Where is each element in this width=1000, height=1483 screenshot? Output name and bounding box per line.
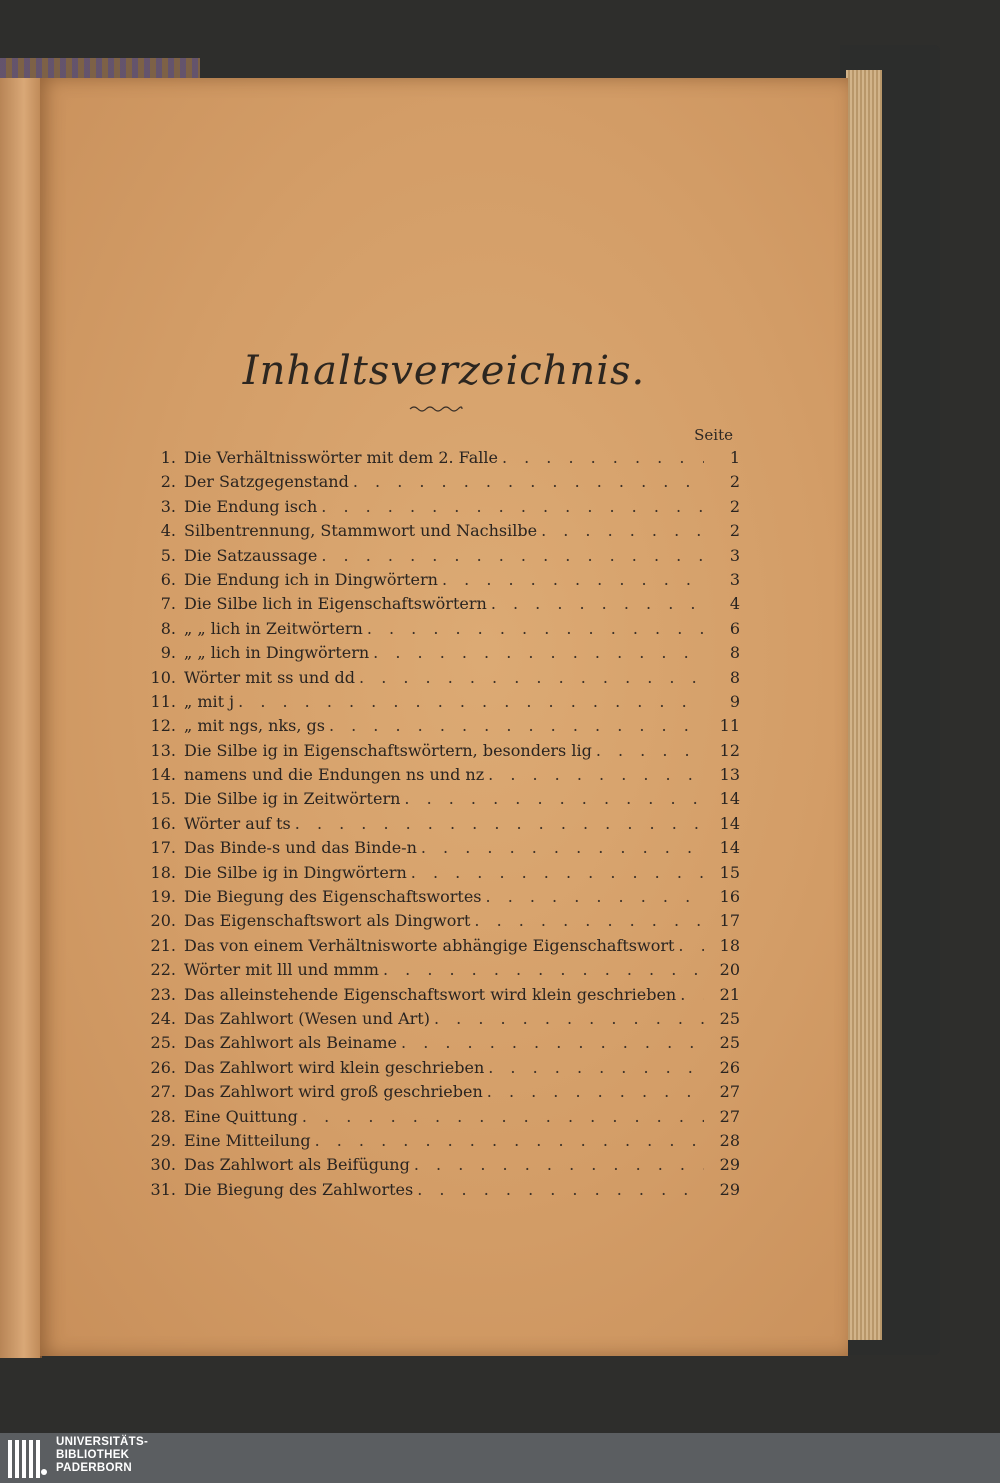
toc-row: [132, 470, 740, 494]
entry-number: 20.: [150, 911, 176, 931]
entry-page: 4: [729, 594, 740, 614]
entry-page: 18: [719, 935, 740, 955]
leader-dots: [484, 1056, 704, 1080]
logo-line-3: PADERBORN: [56, 1462, 132, 1474]
entry-page: 17: [719, 911, 740, 931]
entry-number: 11.: [150, 691, 176, 711]
leader-dots: [379, 958, 704, 982]
entry-title: Das alleinstehende Eigenschaftswort wird klein geschrieben: [184, 984, 677, 1004]
leader-dots: [676, 983, 704, 1007]
entry-number: 9.: [160, 643, 176, 663]
leader-dots: [363, 617, 704, 641]
entry-number: 31.: [150, 1179, 176, 1199]
entry-page: 29: [719, 1155, 740, 1175]
toc-row: [132, 958, 740, 982]
page-column-header: Seite: [694, 426, 733, 444]
entry-page: 27: [719, 1082, 740, 1102]
entry-number: 22.: [150, 960, 176, 980]
toc-row: [132, 568, 740, 592]
entry-number: 1.: [160, 448, 176, 467]
leader-dots: [487, 592, 704, 616]
leader-dots: [417, 836, 704, 860]
entry-number: 26.: [150, 1057, 176, 1077]
entry-page: 13: [719, 765, 740, 785]
toc-row: [132, 666, 740, 690]
leader-dots: [484, 763, 704, 787]
entry-title: Eine Quittung: [184, 1106, 298, 1126]
toc-row: [132, 1129, 740, 1153]
entry-number: 14.: [150, 765, 176, 785]
entry-page: 9: [729, 691, 740, 711]
leader-dots: [482, 885, 704, 909]
toc-row: [132, 983, 740, 1007]
entry-title: Die Satzaussage: [184, 545, 318, 565]
toc-row: [132, 690, 740, 714]
entry-page: 2: [729, 496, 740, 516]
entry-number: 12.: [150, 716, 176, 736]
page-title: Inhaltsverzeichnis.: [242, 348, 646, 394]
leader-dots: [407, 861, 704, 885]
entry-page: 8: [729, 667, 740, 687]
entry-page: 25: [719, 1033, 740, 1053]
toc-row: [132, 1031, 740, 1055]
leader-dots: [592, 739, 704, 763]
entry-title: „ „ lich in Dingwörtern: [184, 643, 370, 663]
entry-number: 28.: [150, 1106, 176, 1126]
leader-dots: [355, 666, 704, 690]
toc-row: [132, 787, 740, 811]
entry-page: 27: [719, 1106, 740, 1126]
entry-page: 14: [719, 813, 740, 833]
entry-number: 13.: [150, 740, 176, 760]
entry-number: 15.: [150, 789, 176, 809]
entry-title: Das Eigenschaftswort als Dingwort: [184, 911, 471, 931]
toc-row: [132, 812, 740, 836]
toc-row: [132, 909, 740, 933]
entry-title: „ mit j: [184, 691, 235, 711]
entry-number: 21.: [150, 935, 176, 955]
leader-dots: [430, 1007, 704, 1031]
entry-page: 25: [719, 1008, 740, 1028]
toc-row: [132, 1153, 740, 1177]
toc-row: [132, 714, 740, 738]
toc-row: [132, 861, 740, 885]
leader-dots: [325, 714, 704, 738]
toc-row: [132, 1007, 740, 1031]
entry-title: Die Silbe ig in Dingwörtern: [184, 862, 407, 882]
leader-dots: [410, 1153, 704, 1177]
entry-number: 8.: [160, 618, 176, 638]
entry-page: 12: [719, 740, 740, 760]
entry-number: 7.: [160, 594, 176, 614]
toc-row: [132, 446, 740, 470]
leader-dots: [234, 690, 704, 714]
entry-number: 5.: [160, 545, 176, 565]
entry-title: Die Silbe lich in Eigenschaftswörtern: [184, 594, 487, 614]
entry-number: 27.: [150, 1082, 176, 1102]
logo-line-1: UNIVERSITÄTS-: [56, 1436, 149, 1448]
entry-number: 30.: [150, 1155, 176, 1175]
toc-row: [132, 1105, 740, 1129]
entry-title: Die Silbe ig in Zeitwörtern: [184, 789, 401, 809]
entry-number: 23.: [150, 984, 176, 1004]
leader-dots: [470, 909, 704, 933]
entry-title: Das Zahlwort wird klein geschrieben: [184, 1057, 485, 1077]
page-block-edges: [846, 70, 882, 1340]
leader-dots: [349, 470, 704, 494]
entry-title: Das Zahlwort wird groß geschrieben: [184, 1082, 483, 1102]
toc-row: [132, 739, 740, 763]
entry-number: 24.: [150, 1008, 176, 1028]
entry-number: 29.: [150, 1130, 176, 1150]
leader-dots: [483, 1080, 704, 1104]
toc-row: [132, 1178, 740, 1202]
toc-row: [132, 763, 740, 787]
leader-dots: [298, 1105, 704, 1129]
title-ornament-icon: [408, 404, 464, 414]
toc-row: [132, 617, 740, 641]
library-logo-icon: [8, 1440, 48, 1478]
book-spine-binding: [0, 58, 200, 80]
entry-title: „ mit ngs, nks, gs: [184, 716, 325, 736]
leader-dots: [537, 519, 704, 543]
book-page: [40, 78, 848, 1356]
entry-page: 26: [719, 1057, 740, 1077]
entry-page: 1: [729, 448, 740, 467]
toc-row: [132, 836, 740, 860]
entry-number: 10.: [150, 667, 176, 687]
entry-title: Das von einem Verhältnisworte abhängige Eigenschaftswort: [184, 935, 675, 955]
entry-number: 6.: [160, 569, 176, 589]
entry-page: 3: [729, 545, 740, 565]
leader-dots: [438, 568, 704, 592]
logo-line-2: BIBLIOTHEK: [56, 1449, 130, 1461]
entry-page: 28: [719, 1130, 740, 1150]
leader-dots: [400, 787, 704, 811]
leader-dots: [311, 1129, 704, 1153]
entry-title: Die Biegung des Zahlwortes: [184, 1179, 414, 1199]
entry-title: Das Zahlwort als Beifügung: [184, 1155, 410, 1175]
previous-page-edge: [0, 78, 42, 1358]
entry-number: 2.: [160, 472, 176, 492]
entry-page: 20: [719, 960, 740, 980]
library-footer-bar: [0, 1433, 1000, 1483]
entry-page: 14: [719, 838, 740, 858]
toc-row: [132, 1080, 740, 1104]
entry-title: Die Silbe ig in Eigenschaftswörtern, besonders lig: [184, 740, 592, 760]
leader-dots: [397, 1031, 704, 1055]
toc-row: [132, 641, 740, 665]
entry-title: Wörter auf ts: [184, 813, 291, 833]
entry-title: Die Endung ich in Dingwörtern: [184, 569, 438, 589]
entry-number: 4.: [160, 521, 176, 541]
toc-row: [132, 1056, 740, 1080]
toc-row: [132, 885, 740, 909]
entry-page: 2: [729, 472, 740, 492]
entry-title: Der Satzgegenstand: [184, 472, 349, 492]
entry-title: „ „ lich in Zeitwörtern: [184, 618, 363, 638]
toc-row: [132, 495, 740, 519]
leader-dots: [498, 446, 704, 470]
leader-dots: [413, 1178, 704, 1202]
leader-dots: [317, 495, 704, 519]
library-logo-text: [56, 1436, 148, 1475]
entry-page: 29: [719, 1179, 740, 1199]
entry-number: 17.: [150, 838, 176, 858]
toc-row: [132, 544, 740, 568]
entry-title: Die Biegung des Eigenschaftswortes: [184, 887, 482, 907]
entry-page: 6: [729, 618, 740, 638]
entry-title: Die Endung isch: [184, 496, 318, 516]
entry-number: 19.: [150, 887, 176, 907]
entry-page: 15: [719, 862, 740, 882]
entry-title: namens und die Endungen ns und nz: [184, 765, 485, 785]
entry-page: 11: [719, 716, 740, 736]
entry-number: 3.: [160, 496, 176, 516]
entry-title: Wörter mit lll und mmm: [184, 960, 379, 980]
entry-page: 8: [729, 643, 740, 663]
toc-row: [132, 592, 740, 616]
entry-page: 21: [719, 984, 740, 1004]
entry-page: 16: [719, 887, 740, 907]
entry-title: Das Zahlwort (Wesen und Art): [184, 1008, 430, 1028]
entry-page: 14: [719, 789, 740, 809]
entry-page: 2: [729, 521, 740, 541]
entry-title: Die Verhältnisswörter mit dem 2. Falle: [184, 448, 498, 467]
entry-title: Das Binde-s und das Binde-n: [184, 838, 417, 858]
leader-dots: [674, 934, 704, 958]
entry-number: 18.: [150, 862, 176, 882]
leader-dots: [291, 812, 704, 836]
leader-dots: [369, 641, 704, 665]
entry-title: Silbentrennung, Stammwort und Nachsilbe: [184, 521, 538, 541]
entry-number: 25.: [150, 1033, 176, 1053]
leader-dots: [317, 544, 704, 568]
entry-page: 3: [729, 569, 740, 589]
entry-title: Wörter mit ss und dd: [184, 667, 356, 687]
toc-row: [132, 934, 740, 958]
entry-number: 16.: [150, 813, 176, 833]
entry-title: Eine Mitteilung: [184, 1130, 311, 1150]
entry-title: Das Zahlwort als Beiname: [184, 1033, 398, 1053]
toc-row: [132, 519, 740, 543]
table-of-contents: [132, 446, 740, 1202]
